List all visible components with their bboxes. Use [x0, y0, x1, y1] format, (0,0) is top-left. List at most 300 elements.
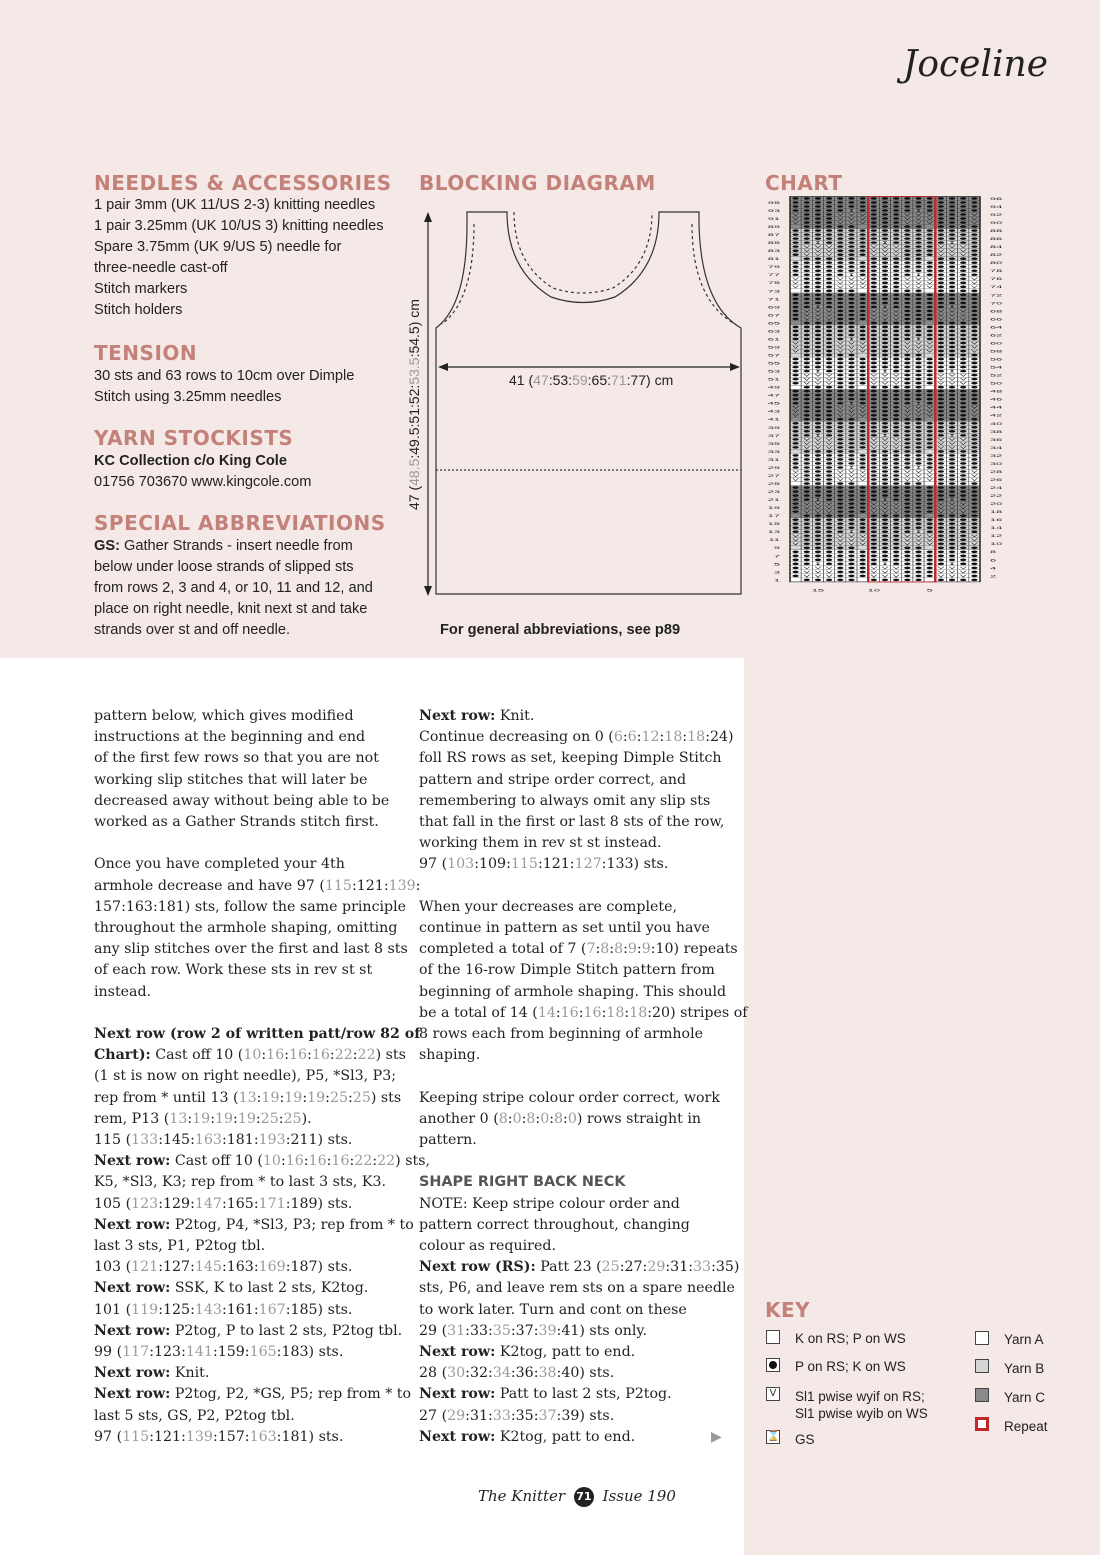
row-label-left: 93 — [767, 208, 780, 213]
purl-dot — [960, 546, 966, 549]
row-label-right: 70 — [990, 300, 1003, 306]
purl-dot — [871, 306, 877, 309]
purl-dot — [893, 269, 899, 272]
purl-dot — [804, 490, 810, 493]
purl-dot — [871, 402, 877, 405]
purl-dot — [871, 237, 877, 240]
purl-dot — [837, 526, 843, 529]
purl-dot — [815, 269, 821, 272]
purl-dot — [804, 470, 810, 473]
purl-dot — [792, 261, 798, 264]
purl-dot — [960, 261, 966, 264]
purl-dot — [837, 490, 843, 493]
purl-dot — [792, 298, 798, 301]
purl-dot — [860, 261, 866, 264]
purl-dot — [837, 434, 843, 437]
row-label-left: 17 — [767, 513, 780, 519]
purl-dot — [804, 522, 810, 525]
instruction-line: last 5 sts, GS, P2, P2tog tbl. — [94, 1407, 295, 1424]
purl-dot — [915, 559, 921, 562]
purl-dot — [848, 502, 854, 505]
purl-dot — [960, 406, 966, 409]
purl-dot — [893, 490, 899, 493]
purl-dot — [826, 366, 832, 369]
purl-dot — [871, 482, 877, 485]
purl-dot — [871, 450, 877, 453]
purl-dot — [904, 241, 910, 244]
purl-dot — [904, 398, 910, 401]
purl-dot — [915, 482, 921, 485]
purl-dot — [927, 362, 933, 365]
purl-dot — [971, 514, 977, 517]
purl-dot — [904, 378, 910, 381]
purl-dot — [971, 269, 977, 272]
purl-dot — [826, 306, 832, 309]
purl-dot — [815, 422, 821, 425]
purl-dot — [960, 422, 966, 425]
purl-dot — [949, 394, 955, 397]
purl-dot — [826, 542, 832, 545]
purl-dot — [871, 225, 877, 228]
purl-dot — [960, 551, 966, 554]
row-label-left: 53 — [767, 369, 780, 374]
key-gs-label: GS — [795, 1432, 815, 1447]
purl-dot — [860, 326, 866, 329]
purl-dot — [904, 551, 910, 554]
purl-dot — [893, 526, 899, 529]
purl-dot — [971, 322, 977, 325]
purl-dot — [860, 434, 866, 437]
purl-dot — [871, 462, 877, 465]
purl-dot — [971, 434, 977, 437]
purl-dot — [837, 559, 843, 562]
purl-dot — [893, 281, 899, 284]
purl-dot — [915, 551, 921, 554]
instruction-line: another 0 (8:0:8:0:8:0) rows straight in — [419, 1110, 702, 1127]
purl-dot — [971, 229, 977, 232]
continue-arrow-icon: ▶ — [711, 1428, 722, 1444]
purl-dot — [904, 498, 910, 501]
purl-dot — [860, 390, 866, 393]
purl-dot — [792, 294, 798, 297]
purl-dot — [837, 265, 843, 268]
purl-dot — [815, 518, 821, 521]
purl-dot — [938, 546, 944, 549]
purl-dot — [792, 306, 798, 309]
purl-dot — [915, 422, 921, 425]
purl-dot — [904, 454, 910, 457]
purl-dot — [949, 555, 955, 558]
purl-dot — [960, 290, 966, 293]
purl-dot — [792, 233, 798, 236]
purl-dot — [860, 490, 866, 493]
purl-dot — [871, 579, 877, 582]
row-label-right: 22 — [990, 493, 1003, 499]
row-label-left: 87 — [767, 232, 780, 238]
purl-dot — [960, 466, 966, 469]
purl-dot — [938, 277, 944, 280]
purl-dot — [882, 494, 888, 497]
purl-dot — [949, 350, 955, 353]
purl-dot — [904, 302, 910, 305]
purl-dot — [971, 338, 977, 341]
purl-dot — [882, 346, 888, 349]
purl-dot — [904, 197, 910, 200]
purl-dot — [815, 542, 821, 545]
row-label-right: 92 — [990, 212, 1003, 217]
instruction-line: 97 (115:121:139:157:163:181) sts. — [94, 1428, 344, 1445]
purl-dot — [871, 265, 877, 268]
row-label-right: 80 — [990, 260, 1003, 266]
purl-dot — [837, 205, 843, 208]
chart-cell — [790, 257, 801, 261]
purl-dot — [848, 394, 854, 397]
purl-dot — [804, 386, 810, 389]
purl-dot — [804, 434, 810, 437]
purl-dot — [826, 418, 832, 421]
purl-dot — [804, 213, 810, 216]
purl-dot — [871, 290, 877, 293]
chart-cell — [946, 241, 957, 245]
purl-dot — [938, 302, 944, 305]
purl-dot — [882, 350, 888, 353]
purl-dot — [915, 418, 921, 421]
purl-dot — [971, 486, 977, 489]
purl-dot — [915, 434, 921, 437]
purl-dot — [804, 514, 810, 517]
purl-dot — [837, 502, 843, 505]
purl-dot — [893, 498, 899, 501]
purl-dot — [904, 257, 910, 260]
purl-dot — [804, 394, 810, 397]
purl-dot — [860, 314, 866, 317]
purl-dot — [971, 298, 977, 301]
purl-dot — [882, 326, 888, 329]
instruction-line: Once you have completed your 4th — [94, 856, 345, 873]
purl-dot — [938, 434, 944, 437]
purl-dot — [960, 486, 966, 489]
purl-dot — [882, 542, 888, 545]
instruction-line: 101 (119:125:143:161:167:185) sts. — [94, 1301, 353, 1318]
purl-dot — [971, 386, 977, 389]
purl-dot — [804, 277, 810, 280]
chart-cell — [790, 321, 801, 325]
purl-dot — [915, 398, 921, 401]
purl-dot — [826, 494, 832, 497]
purl-dot — [938, 450, 944, 453]
purl-dot — [826, 326, 832, 329]
purl-dot — [893, 306, 899, 309]
purl-dot — [826, 205, 832, 208]
row-label-right: 14 — [990, 525, 1003, 531]
purl-dot — [815, 346, 821, 349]
row-label-right: 2 — [990, 573, 997, 579]
purl-dot — [915, 241, 921, 244]
purl-dot — [860, 310, 866, 313]
purl-dot — [826, 225, 832, 228]
tension-text — [94, 366, 354, 408]
purl-dot — [837, 466, 843, 469]
purl-dot — [848, 326, 854, 329]
instruction-line: 105 (123:129:147:165:171:189) sts. — [94, 1195, 353, 1212]
purl-dot — [971, 571, 977, 574]
instructions-column-1 — [94, 706, 430, 1448]
purl-dot — [792, 249, 798, 252]
purl-dot — [871, 498, 877, 501]
purl-dot — [860, 374, 866, 377]
purl-dot — [893, 466, 899, 469]
purl-dot — [815, 402, 821, 405]
purl-dot — [938, 542, 944, 545]
purl-dot — [882, 466, 888, 469]
purl-dot — [960, 342, 966, 345]
purl-dot — [938, 334, 944, 337]
purl-dot — [860, 446, 866, 449]
purl-dot — [804, 559, 810, 562]
purl-dot — [837, 209, 843, 212]
purl-dot — [848, 514, 854, 517]
purl-dot — [960, 579, 966, 582]
purl-dot — [815, 229, 821, 232]
purl-dot — [960, 386, 966, 389]
row-label-left: 61 — [767, 337, 780, 342]
purl-dot — [804, 398, 810, 401]
purl-dot — [837, 197, 843, 200]
tension-line: Stitch using 3.25mm needles — [94, 389, 282, 405]
purl-dot — [871, 205, 877, 208]
purl-dot — [815, 579, 821, 582]
purl-dot — [893, 414, 899, 417]
row-label-right: 56 — [990, 357, 1003, 362]
purl-dot — [927, 233, 933, 236]
purl-dot — [792, 338, 798, 341]
purl-dot — [837, 579, 843, 582]
purl-dot — [815, 354, 821, 357]
purl-dot — [848, 398, 854, 401]
purl-dot — [915, 567, 921, 570]
purl-dot — [826, 257, 832, 260]
purl-dot — [848, 498, 854, 501]
purl-dot — [792, 229, 798, 232]
purl-dot — [949, 406, 955, 409]
purl-dot — [949, 546, 955, 549]
purl-dot — [893, 474, 899, 477]
purl-dot — [792, 486, 798, 489]
purl-dot — [893, 298, 899, 301]
purl-dot — [904, 571, 910, 574]
purl-dot — [882, 390, 888, 393]
purl-dot — [848, 245, 854, 248]
chart-cell — [924, 385, 935, 389]
purl-dot — [848, 197, 854, 200]
purl-dot — [927, 486, 933, 489]
row-label-right: 90 — [990, 220, 1003, 225]
purl-dot — [904, 225, 910, 228]
purl-dot — [960, 277, 966, 280]
purl-dot — [904, 306, 910, 309]
paragraph-gap — [94, 1003, 430, 1024]
purl-dot — [938, 362, 944, 365]
purl-dot — [915, 201, 921, 204]
purl-dot — [837, 201, 843, 204]
purl-dot — [960, 237, 966, 240]
purl-dot — [871, 197, 877, 200]
purl-dot — [915, 430, 921, 433]
instruction-line: Next row: Knit. — [419, 708, 535, 724]
purl-dot — [893, 233, 899, 236]
chart-cell — [924, 482, 935, 486]
purl-dot — [860, 201, 866, 204]
purl-dot — [904, 237, 910, 240]
purl-dot — [826, 450, 832, 453]
purl-dot — [837, 482, 843, 485]
purl-dot — [960, 522, 966, 525]
purl-dot — [893, 302, 899, 305]
row-label-right: 26 — [990, 477, 1003, 482]
purl-dot — [882, 205, 888, 208]
purl-dot — [915, 302, 921, 305]
row-label-left: 1 — [773, 577, 780, 583]
purl-dot — [837, 241, 843, 244]
purl-dot — [904, 418, 910, 421]
purl-dot — [848, 302, 854, 305]
instruction-line: Chart): Cast off 10 (10:16:16:16:22:22) sts — [94, 1047, 406, 1064]
purl-dot — [893, 418, 899, 421]
purl-dot — [837, 390, 843, 393]
purl-dot — [904, 482, 910, 485]
purl-dot — [815, 322, 821, 325]
purl-dot — [893, 338, 899, 341]
instruction-line: 103 (121:127:145:163:169:187) sts. — [94, 1259, 353, 1276]
purl-dot — [882, 294, 888, 297]
purl-dot — [792, 253, 798, 256]
purl-dot — [938, 286, 944, 289]
purl-dot — [804, 286, 810, 289]
row-label-right: 82 — [990, 252, 1003, 258]
purl-dot — [882, 406, 888, 409]
purl-dot — [893, 229, 899, 232]
purl-dot — [893, 394, 899, 397]
row-label-left: 47 — [767, 393, 780, 398]
purl-dot — [871, 354, 877, 357]
purl-dot — [860, 559, 866, 562]
purl-dot — [871, 277, 877, 280]
purl-dot — [927, 530, 933, 533]
purl-dot — [848, 225, 854, 228]
purl-dot — [904, 434, 910, 437]
purl-dot — [871, 217, 877, 220]
purl-dot — [792, 273, 798, 276]
stockists-text — [94, 451, 311, 493]
purl-dot — [938, 322, 944, 325]
purl-dot — [804, 494, 810, 497]
purl-dot — [848, 490, 854, 493]
purl-dot — [848, 575, 854, 578]
purl-dot — [826, 398, 832, 401]
instruction-line: Next row: K2tog, patt to end. — [419, 1428, 636, 1445]
chart-cell — [790, 514, 801, 518]
purl-dot — [971, 466, 977, 469]
purl-dot — [848, 522, 854, 525]
purl-dot — [938, 237, 944, 240]
purl-dot — [826, 217, 832, 220]
purl-dot — [927, 446, 933, 449]
purl-dot — [815, 334, 821, 337]
purl-dot — [893, 434, 899, 437]
purl-dot — [927, 370, 933, 373]
purl-dot — [860, 426, 866, 429]
purl-dot — [837, 261, 843, 264]
purl-dot — [815, 217, 821, 220]
purl-dot — [927, 330, 933, 333]
purl-dot — [871, 486, 877, 489]
purl-dot — [826, 209, 832, 212]
purl-dot — [971, 526, 977, 529]
instruction-line: pattern below, which gives modified — [94, 708, 354, 724]
purl-dot — [826, 563, 832, 566]
purl-dot — [826, 414, 832, 417]
purl-dot — [815, 406, 821, 409]
purl-dot — [904, 494, 910, 497]
purl-dot — [882, 358, 888, 361]
purl-dot — [837, 462, 843, 465]
purl-dot — [927, 494, 933, 497]
purl-dot — [938, 486, 944, 489]
purl-dot — [915, 506, 921, 509]
purl-dot — [792, 490, 798, 493]
purl-dot — [837, 326, 843, 329]
purl-dot — [893, 386, 899, 389]
purl-dot — [837, 442, 843, 445]
purl-dot — [804, 217, 810, 220]
purl-dot — [915, 362, 921, 365]
purl-dot — [826, 559, 832, 562]
purl-dot — [927, 205, 933, 208]
purl-dot — [904, 370, 910, 373]
purl-dot — [949, 209, 955, 212]
purl-dot — [804, 350, 810, 353]
purl-dot — [826, 362, 832, 365]
purl-dot — [960, 526, 966, 529]
purl-dot — [848, 290, 854, 293]
purl-dot — [848, 579, 854, 582]
purl-dot — [904, 358, 910, 361]
purl-dot — [960, 362, 966, 365]
purl-dot — [893, 261, 899, 264]
purl-dot — [938, 370, 944, 373]
chart-cell — [924, 546, 935, 550]
purl-dot — [927, 249, 933, 252]
purl-dot — [837, 253, 843, 256]
chart-cell — [924, 321, 935, 325]
purl-dot — [938, 563, 944, 566]
purl-dot — [804, 209, 810, 212]
purl-dot — [871, 294, 877, 297]
purl-dot — [971, 318, 977, 321]
row-label-right: 24 — [990, 485, 1003, 490]
purl-dot — [882, 522, 888, 525]
purl-dot — [949, 526, 955, 529]
purl-dot — [815, 197, 821, 200]
purl-dot — [882, 538, 888, 541]
instruction-line: working them in rev st st instead. — [419, 835, 662, 852]
purl-dot — [927, 314, 933, 317]
key-repeat-label: Repeat — [1004, 1419, 1048, 1434]
purl-dot — [971, 506, 977, 509]
purl-dot — [848, 555, 854, 558]
instruction-line: 115 (133:145:163:181:193:211) sts. — [94, 1132, 353, 1149]
purl-dot — [971, 241, 977, 244]
